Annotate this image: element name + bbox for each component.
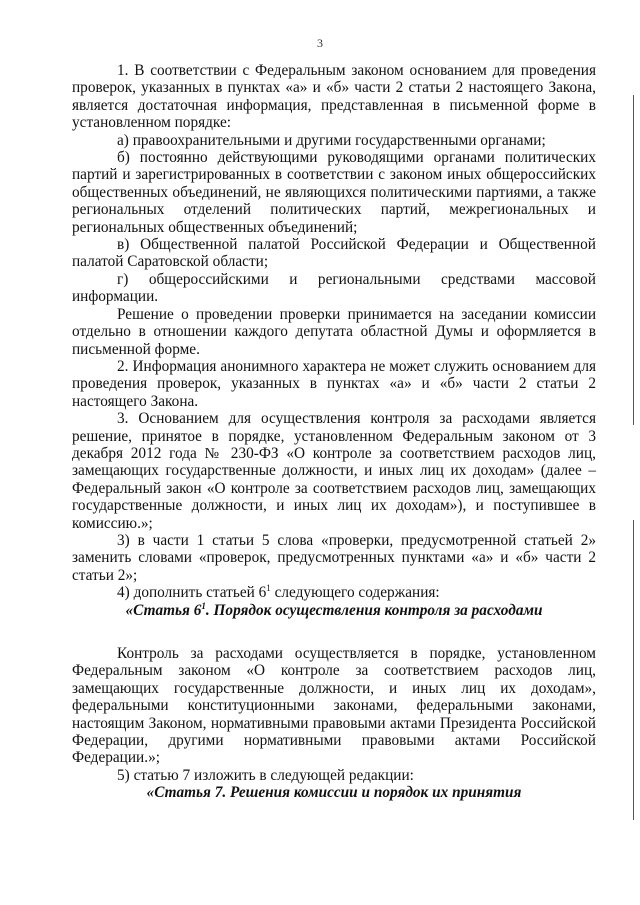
item4-text-end: следующего содержания: xyxy=(270,584,440,602)
document-body xyxy=(72,62,596,802)
paragraph-decision: Решение о проведении проверки принимается на заседании комиссии отдельно в отношении каждого депутата областной Думы и оформляется в письменной форме. xyxy=(72,305,596,358)
article-7-heading: «Статья 7. Решения комиссии и порядок их принятия xyxy=(146,784,522,802)
paragraph-2: 2. Информация анонимного характера не может служить основанием для проведения проверок, указанных в пунктах «а» и «б» части 2 статьи 2 настоящего Закона. xyxy=(72,357,596,410)
item4-superscript: 1 xyxy=(266,583,271,594)
paragraph-1: 1. В соответствии с Федеральным законом основанием для проведения проверок, указанных в пунктах «а» и «б» части 2 статьи 2 настоящего Закона, является достаточная информация, представленная в письменной форме в установленном порядке: xyxy=(72,62,596,132)
page-edge-mark xyxy=(633,520,634,820)
article-6-1-heading xyxy=(72,602,596,619)
item4-text: 4) дополнить статьей 6 xyxy=(117,584,267,602)
page-edge-mark xyxy=(633,95,634,425)
heading6-superscript: 1 xyxy=(201,600,206,611)
paragraph-3: 3. Основанием для осуществления контроля за расходами является решение, принятое в порядке, установленном Федеральным законом от 3 декабря 2012 года № 230-ФЗ «О контроле за соответствием расходов лиц, замещающих государственные должности, и иных лиц их доходам» (далее – Федеральный закон «О контроле за соответствием расходов лиц, замещающих государственные должности, и иных лиц их доходам»), и поступившее в комиссию.»; xyxy=(72,410,596,532)
page-number: 3 xyxy=(317,36,323,50)
spacer xyxy=(72,619,596,645)
paragraph-1d: г) общероссийскими и региональными средствами массовой информации. xyxy=(72,270,596,306)
amendment-item-5: 5) статью 7 изложить в следующей редакции: xyxy=(117,766,414,784)
control-paragraph: Контроль за расходами осуществляется в порядке, установленном Федеральным законом «О контроле за соответствием расходов лиц, замещающих государственные должности, и иных лиц их доходам», федеральными конституционными законами, федеральными законами, настоящим Законом, нормативными правовыми актами Президента Российской Федерации, другими нормативными правовыми актами Российской Федерации.»; xyxy=(72,645,596,767)
heading6-text: «Статья 6 xyxy=(125,601,202,619)
paragraph-1b: б) постоянно действующими руководящими органами политических партий и зарегистрированных в соответствии с законом иных общероссийских общественных объединений, не являющихся политическими партиями, а также региональных отделений политических партий, межрегиональных и региональных общественных объединений; xyxy=(72,149,596,236)
amendment-item-3: 3) в части 1 статьи 5 слова «проверки, предусмотренной статьей 2» заменить словами «проверок, предусмотренных пунктами «а» и «б» части 2 статьи 2»; xyxy=(72,531,596,584)
paragraph-1c: в) Общественной палатой Российской Федерации и Общественной палатой Саратовской области; xyxy=(72,236,596,271)
amendment-item-4 xyxy=(72,584,596,601)
heading6-text-end: . Порядок осуществления контроля за расходами xyxy=(205,601,543,619)
paragraph-1a: а) правоохранительными и другими государственными органами; xyxy=(117,131,546,149)
